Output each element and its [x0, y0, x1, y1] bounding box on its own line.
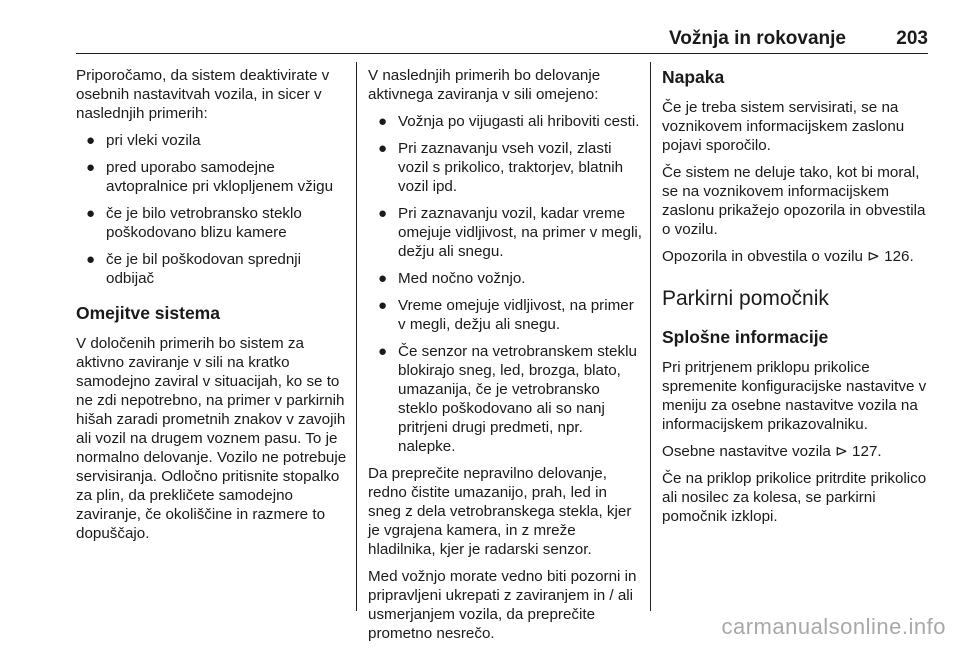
watermark: carmanualsonline.info — [721, 614, 946, 639]
col3-paragraph-2: Če sistem ne deluje tako, kot bi moral, se na voznikovem informacijskem zaslonu prikažejo opozorila in obvestila o vozilu. — [662, 164, 926, 238]
col2-paragraph-1: Da preprečite nepravilno delovanje, redno čistite umazanijo, prah, led in sneg z dela vetrobranskega stekla, kjer je vgrajena kamera, in z mreže hladilnika, kjer je radarski senzor. — [368, 465, 632, 558]
col1-bullet-list — [76, 131, 348, 288]
bullet-icon: ● — [378, 270, 388, 287]
bullet-icon: ● — [378, 113, 388, 130]
list-item: ● pred uporabo samodejne avtopralnice pri vklopljenem vžigu — [86, 159, 334, 195]
header-rule — [76, 53, 928, 54]
bullet-icon: ● — [86, 251, 96, 268]
col3-paragraph-4: Pri pritrjenem priklopu prikolice spremenite konfiguracijske nastavitve v meniju za osebne nastavitve vozila na informacijskem prikazovalniku. — [662, 359, 927, 433]
column-divider-2 — [650, 62, 651, 611]
bullet-icon: ● — [378, 140, 388, 157]
page-number: 203 — [896, 28, 928, 49]
column-3 — [662, 66, 938, 534]
section-title-parking-assist: Parkirni pomočnik — [662, 287, 829, 310]
subheading-general-info: Splošne informacije — [662, 327, 829, 347]
col3-paragraph-3: Opozorila in obvestila o vozilu ⊳ 126. — [662, 248, 914, 265]
page-reference-link[interactable]: 126. — [884, 248, 914, 265]
col3-paragraph-1: Če je treba sistem servisirati, se na voznikovem informacijskem zaslonu pojavi sporočilo. — [662, 99, 905, 154]
bullet-icon: ● — [378, 343, 388, 360]
bullet-icon: ● — [86, 159, 96, 176]
page-header — [76, 22, 928, 52]
column-1 — [76, 66, 348, 551]
section-heading-fault: Napaka — [662, 67, 725, 87]
col2-paragraph-2: Med vožnjo morate vedno biti pozorni in pripravljeni ukrepati z zaviranjem in / ali usmerjanjem vozila, da preprečite prometno nesrečo. — [368, 568, 637, 642]
list-item: ● če je bilo vetrobransko steklo poškodovano blizu kamere — [86, 205, 302, 241]
col3-paragraph-5: Osebne nastavitve vozila ⊳ 127. — [662, 443, 882, 460]
col1-paragraph: V določenih primerih bo sistem za aktivno zaviranje v sili na kratko samodejno zaviral v situacijah, ko se to ne zdi nepotrebno, na primer v parkirnih hišah zaradi prometnih znakov v zavojih ali vozil na drugem voznem pasu. To je normalno delovanje. Vozilo ne potrebuje servisiranja. Odločno pritisnite stopalko za plin, da prekličete samodejno zaviranje, če okoliščine in razmere to dopuščajo. — [76, 335, 347, 542]
bullet-icon: ● — [86, 205, 96, 222]
bullet-icon: ● — [378, 297, 388, 314]
col3-paragraph-6: Če na priklop prikolice pritrdite prikolico ali nosilec za kolesa, se parkirni pomočnik izklopi. — [662, 470, 927, 525]
list-item: ● Vožnja po vijugasti ali hriboviti cesti. — [378, 113, 640, 130]
list-item: ● če je bil poškodovan sprednji odbijač — [86, 251, 302, 287]
list-item: ● Pri zaznavanju vozil, kadar vreme omejuje vidljivost, na primer v megli, dežju ali snegu. — [378, 205, 642, 260]
column-2 — [368, 66, 642, 651]
col1-intro: Priporočamo, da sistem deaktivirate v osebnih nastavitvah vozila, in sicer v naslednjih primerih: — [76, 67, 330, 122]
list-item: ● pri vleki vozila — [86, 132, 201, 149]
col2-bullet-list — [368, 112, 642, 456]
page-reference-icon: ⊳ — [835, 443, 848, 460]
list-item: ● Vreme omejuje vidljivost, na primer v megli, dežju ali snegu. — [378, 297, 634, 333]
list-item: ● Če senzor na vetrobranskem steklu blokirajo sneg, led, brozga, blato, umazanija, če je vetrobransko steklo poškodovano ali so nanj pritrjeni drugi predmeti, npr. nalepke. — [378, 343, 637, 455]
column-divider-1 — [356, 62, 357, 611]
section-heading-limitations: Omejitve sistema — [76, 303, 220, 323]
list-item: ● Med nočno vožnjo. — [378, 270, 526, 287]
page-reference-icon: ⊳ — [867, 248, 880, 265]
list-item: ● Pri zaznavanju vseh vozil, zlasti vozil s prikolico, traktorjev, blatnih vozil ipd. — [378, 140, 624, 195]
header-title: Vožnja in rokovanje — [668, 28, 846, 49]
bullet-icon: ● — [378, 205, 388, 222]
bullet-icon: ● — [86, 132, 96, 149]
col2-intro: V naslednjih primerih bo delovanje aktivnega zaviranja v sili omejeno: — [368, 67, 601, 103]
page-reference-link[interactable]: 127. — [852, 443, 882, 460]
